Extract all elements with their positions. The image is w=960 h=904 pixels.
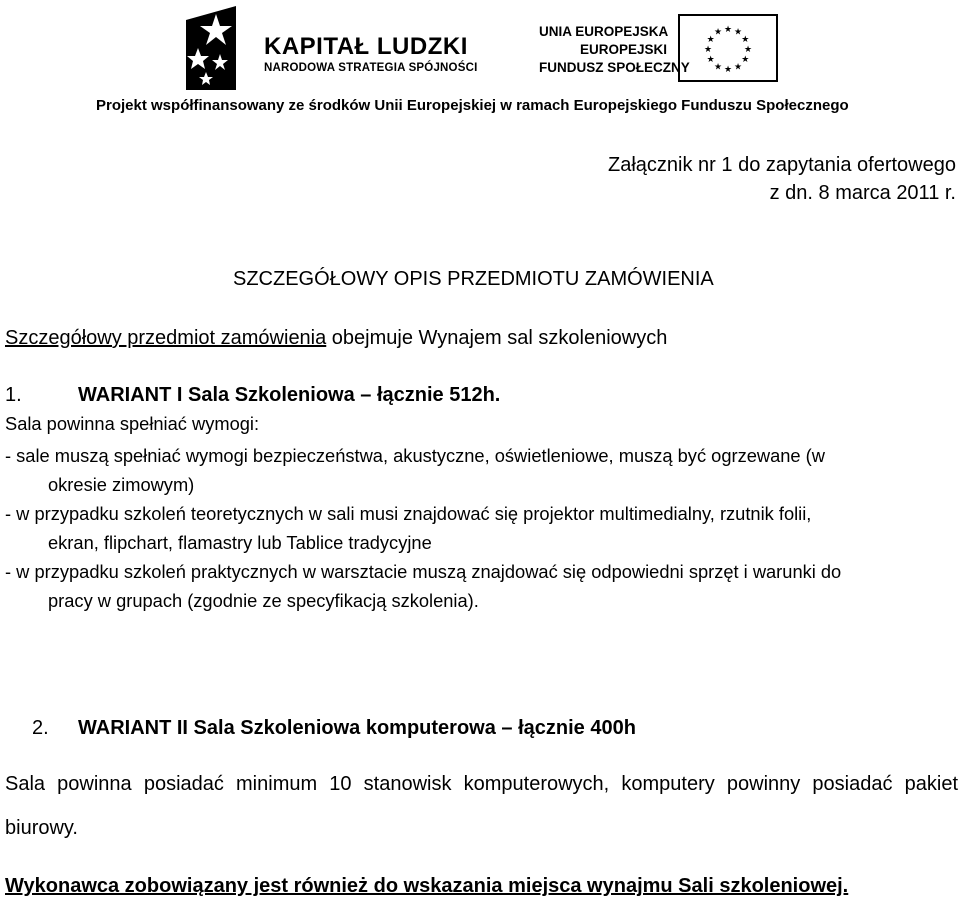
funding-note: Projekt współfinansowany ze środków Unii Europejskiej w ramach Europejskiego Funduszu Społecznego bbox=[96, 97, 849, 114]
document-title: SZCZEGÓŁOWY OPIS PRZEDMIOTU ZAMÓWIENIA bbox=[233, 268, 714, 290]
variant2-number: 2. bbox=[32, 717, 49, 739]
svg-text:★: ★ bbox=[733, 62, 743, 73]
variant1-intro: Sala powinna spełniać wymogi: bbox=[5, 413, 260, 434]
variant1-bullet1-line1: - sale muszą spełniać wymogi bezpieczeństwa, akustyczne, oświetleniowe, muszą być ogrzewane (w bbox=[5, 445, 825, 466]
annex-line2: z dn. 8 marca 2011 r. bbox=[769, 182, 956, 204]
svg-text:★: ★ bbox=[713, 62, 723, 73]
kapital-ludzki-title: KAPITAŁ LUDZKI bbox=[264, 33, 468, 60]
variant2-heading: WARIANT II Sala Szkoleniowa komputerowa – łącznie 400h bbox=[78, 717, 636, 739]
svg-text:★: ★ bbox=[723, 65, 733, 75]
svg-text:★: ★ bbox=[733, 27, 743, 38]
variant1-heading: WARIANT I Sala Szkoleniowa – łącznie 512h. bbox=[78, 384, 501, 406]
eu-logo-line3: FUNDUSZ SPOŁECZNY bbox=[539, 60, 690, 75]
svg-text:★: ★ bbox=[741, 55, 750, 65]
variant1-bullet1-line2: okresie zimowym) bbox=[48, 474, 195, 495]
variant1-bullet2-line2: ekran, flipchart, flamastry lub Tablice tradycyjne bbox=[48, 532, 432, 553]
eu-logo-line2: EUROPEJSKI bbox=[579, 42, 667, 57]
svg-text:★: ★ bbox=[743, 45, 753, 55]
subject-rest: obejmuje Wynajem sal szkoleniowych bbox=[326, 327, 668, 349]
svg-text:★: ★ bbox=[706, 35, 715, 45]
final-note: Wykonawca zobowiązany jest również do wskazania miejsca wynajmu Sali szkoleniowej. bbox=[5, 875, 849, 897]
subject-line bbox=[5, 327, 667, 350]
svg-text:★: ★ bbox=[723, 25, 733, 35]
kapital-ludzki-subtitle: NARODOWA STRATEGIA SPÓJNOŚCI bbox=[264, 62, 478, 74]
variant1-number: 1. bbox=[5, 384, 22, 406]
variant1-bullet2-line1: - w przypadku szkoleń teoretycznych w sali musi znajdować się projektor multimedialny, rzutnik folii, bbox=[5, 503, 812, 524]
svg-text:★: ★ bbox=[703, 45, 713, 55]
kapital-ludzki-logo-icon bbox=[182, 4, 242, 90]
variant1-bullet3-line2: pracy w grupach (zgodnie ze specyfikacją szkolenia). bbox=[48, 590, 479, 611]
eu-logo-line1: UNIA EUROPEJSKA bbox=[539, 24, 669, 39]
svg-text:★: ★ bbox=[706, 55, 715, 65]
svg-text:★: ★ bbox=[741, 35, 750, 45]
subject-underlined: Szczegółowy przedmiot zamówienia bbox=[5, 327, 327, 349]
svg-text:★: ★ bbox=[713, 27, 723, 38]
annex-line1: Załącznik nr 1 do zapytania ofertowego bbox=[608, 154, 956, 176]
variant2-requirement: Sala powinna posiadać minimum 10 stanowisk komputerowych, komputery powinny posiadać pakiet biurowy. bbox=[5, 773, 958, 839]
eu-flag-icon bbox=[678, 14, 778, 82]
variant1-bullet3-line1: - w przypadku szkoleń praktycznych w warsztacie muszą znajdować się odpowiedni sprzęt i warunki do bbox=[5, 561, 842, 582]
